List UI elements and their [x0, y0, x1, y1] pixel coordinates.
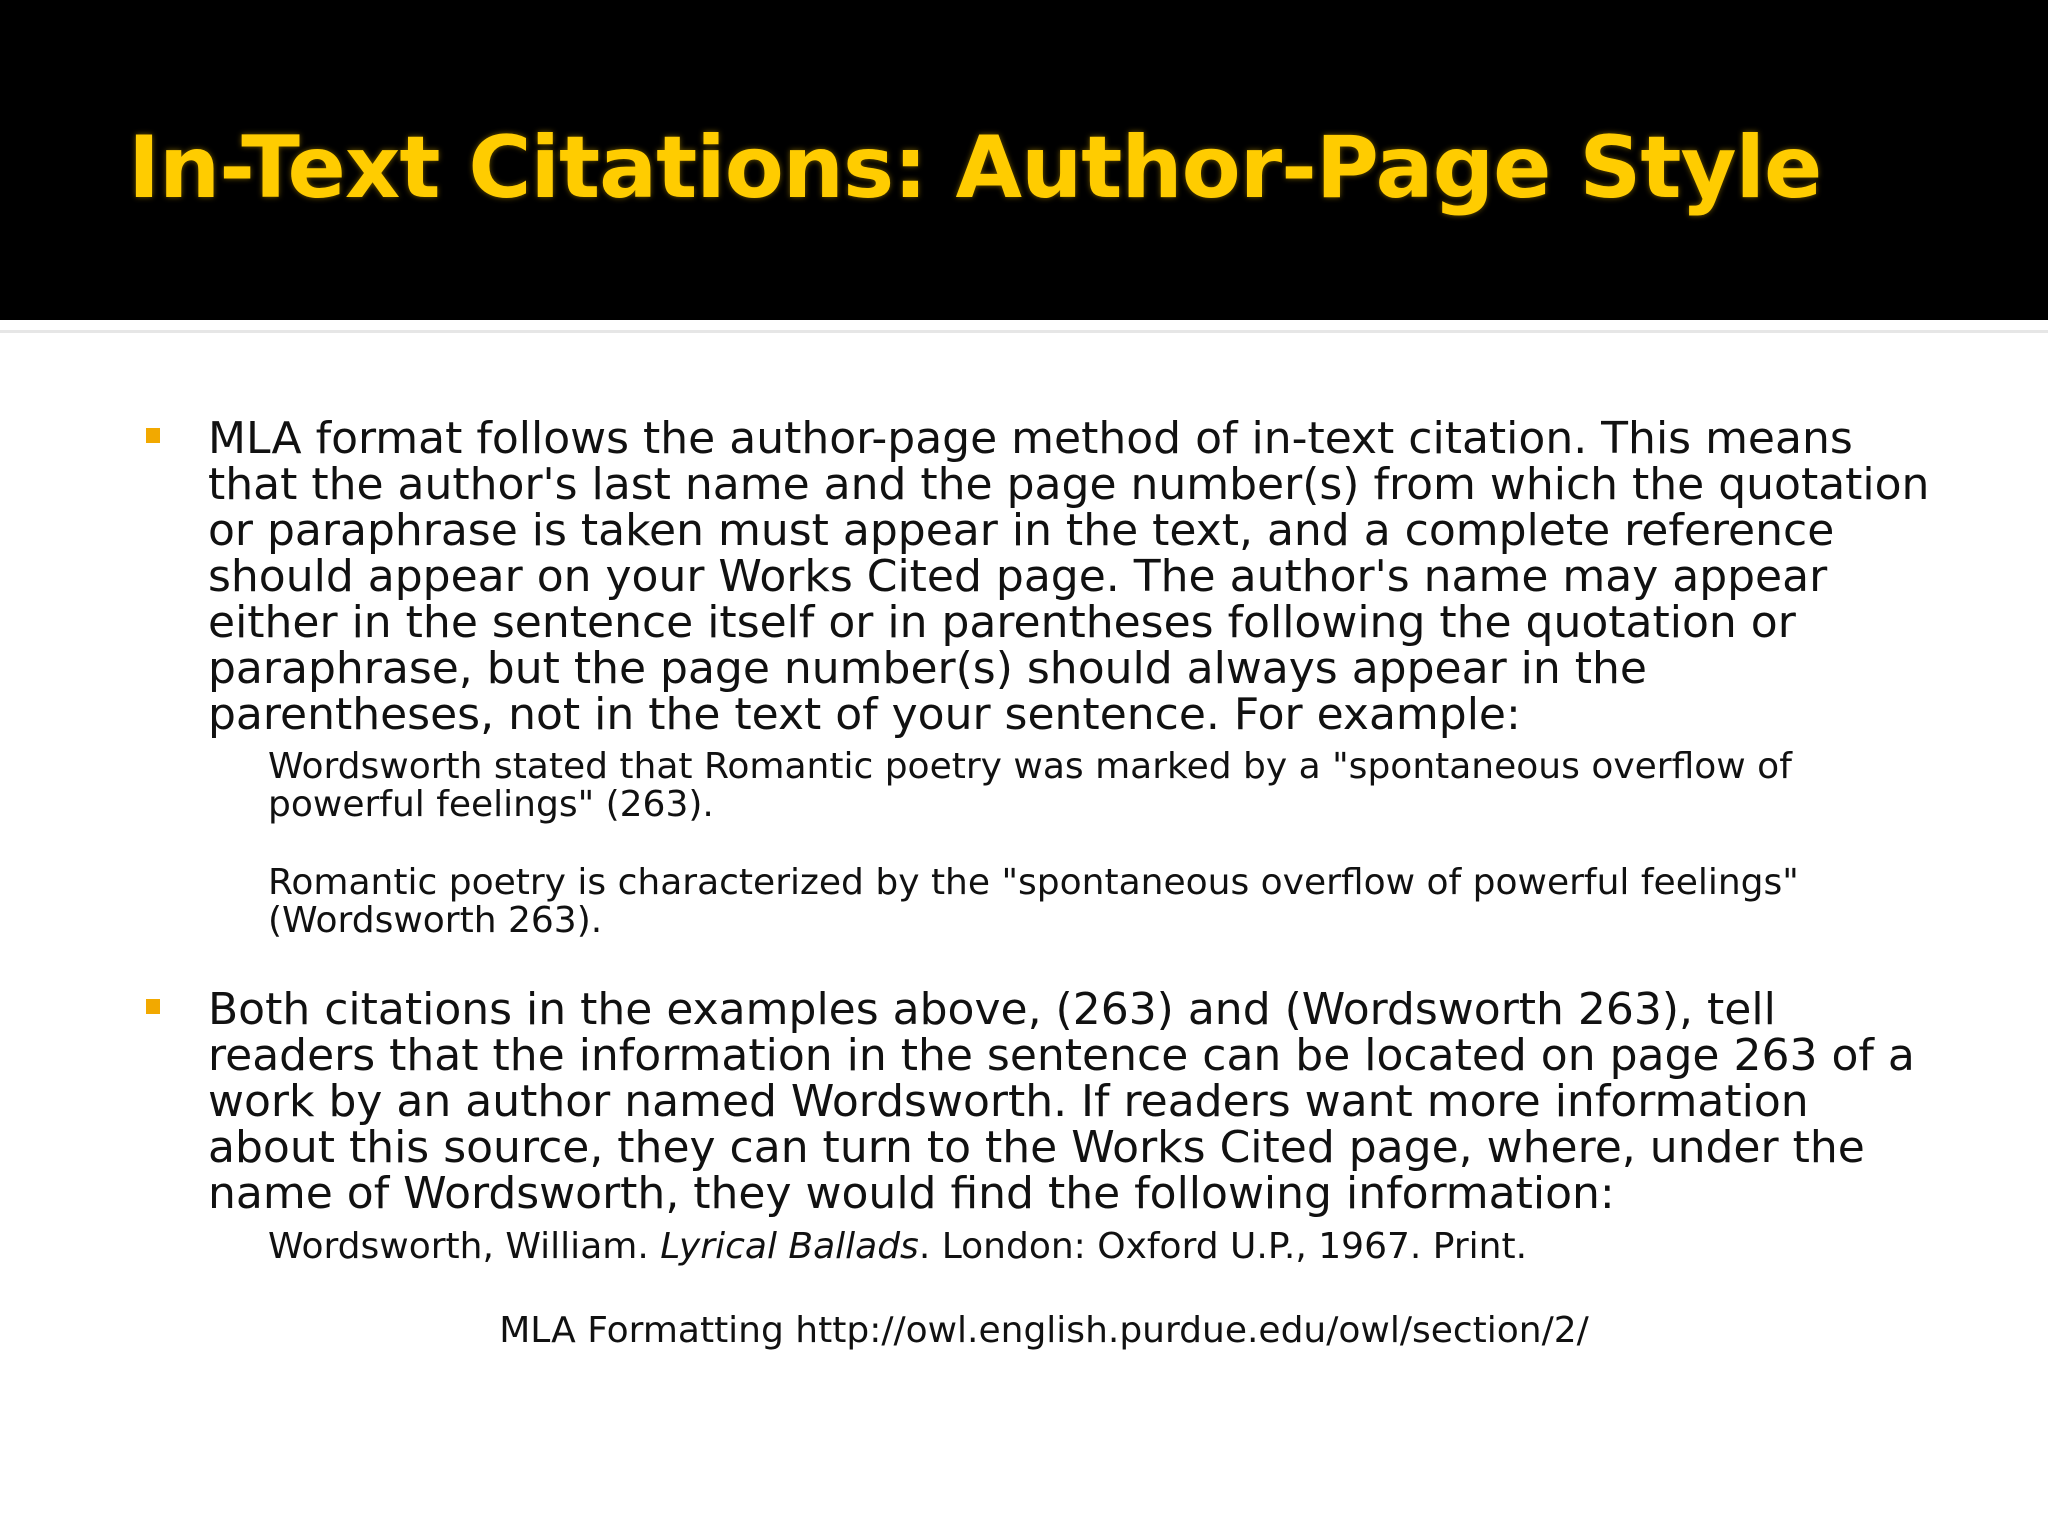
title-divider: [0, 330, 2048, 333]
bullet-square-icon: [146, 428, 160, 443]
works-cited-publication: . London: Oxford U.P., 1967. Print.: [918, 1226, 1528, 1267]
works-cited-author: Wordsworth, William.: [268, 1226, 661, 1267]
citation-example: Wordsworth stated that Romantic poetry was marked by a "spontaneous overflow of powerful feelings" (263).: [268, 746, 1792, 825]
title-bar: [0, 0, 2048, 320]
bullet-item: [208, 984, 1938, 1219]
source-line: MLA Formatting http://owl.english.purdue.edu/owl/section/2/: [499, 1310, 1589, 1351]
bullet-text: MLA format follows the author-page method of in-text citation. This means that the author's last name and the page number(s) from which the quotation or paraphrase is taken must appear in the text, and a complete reference should appear on your Works Cited page. The author's name may appear either in the sentence itself or in parentheses following the quotation or paraphrase, but the page number(s) should always appear in the parentheses, not in the text of your sentence. For example:: [208, 413, 1930, 740]
works-cited-entry: [268, 1228, 1908, 1266]
bullet-item: [208, 413, 1938, 740]
slide-title: In-Text Citations: Author-Page Style: [128, 118, 1822, 218]
bullet-square-icon: [146, 999, 160, 1014]
works-cited-title: Lyrical Ballads: [660, 1226, 919, 1267]
bullet-text: Both citations in the examples above, (263) and (Wordsworth 263), tell readers that the information in the sentence can be located on page 263 of a work by an author named Wordsworth. If readers want more information about this source, they can turn to the Works Cited page, where, under the name of Wordsworth, they would find the following information:: [208, 984, 1915, 1219]
citation-example: Romantic poetry is characterized by the "spontaneous overflow of powerful feelings" (Wordsworth 263).: [268, 862, 1799, 941]
